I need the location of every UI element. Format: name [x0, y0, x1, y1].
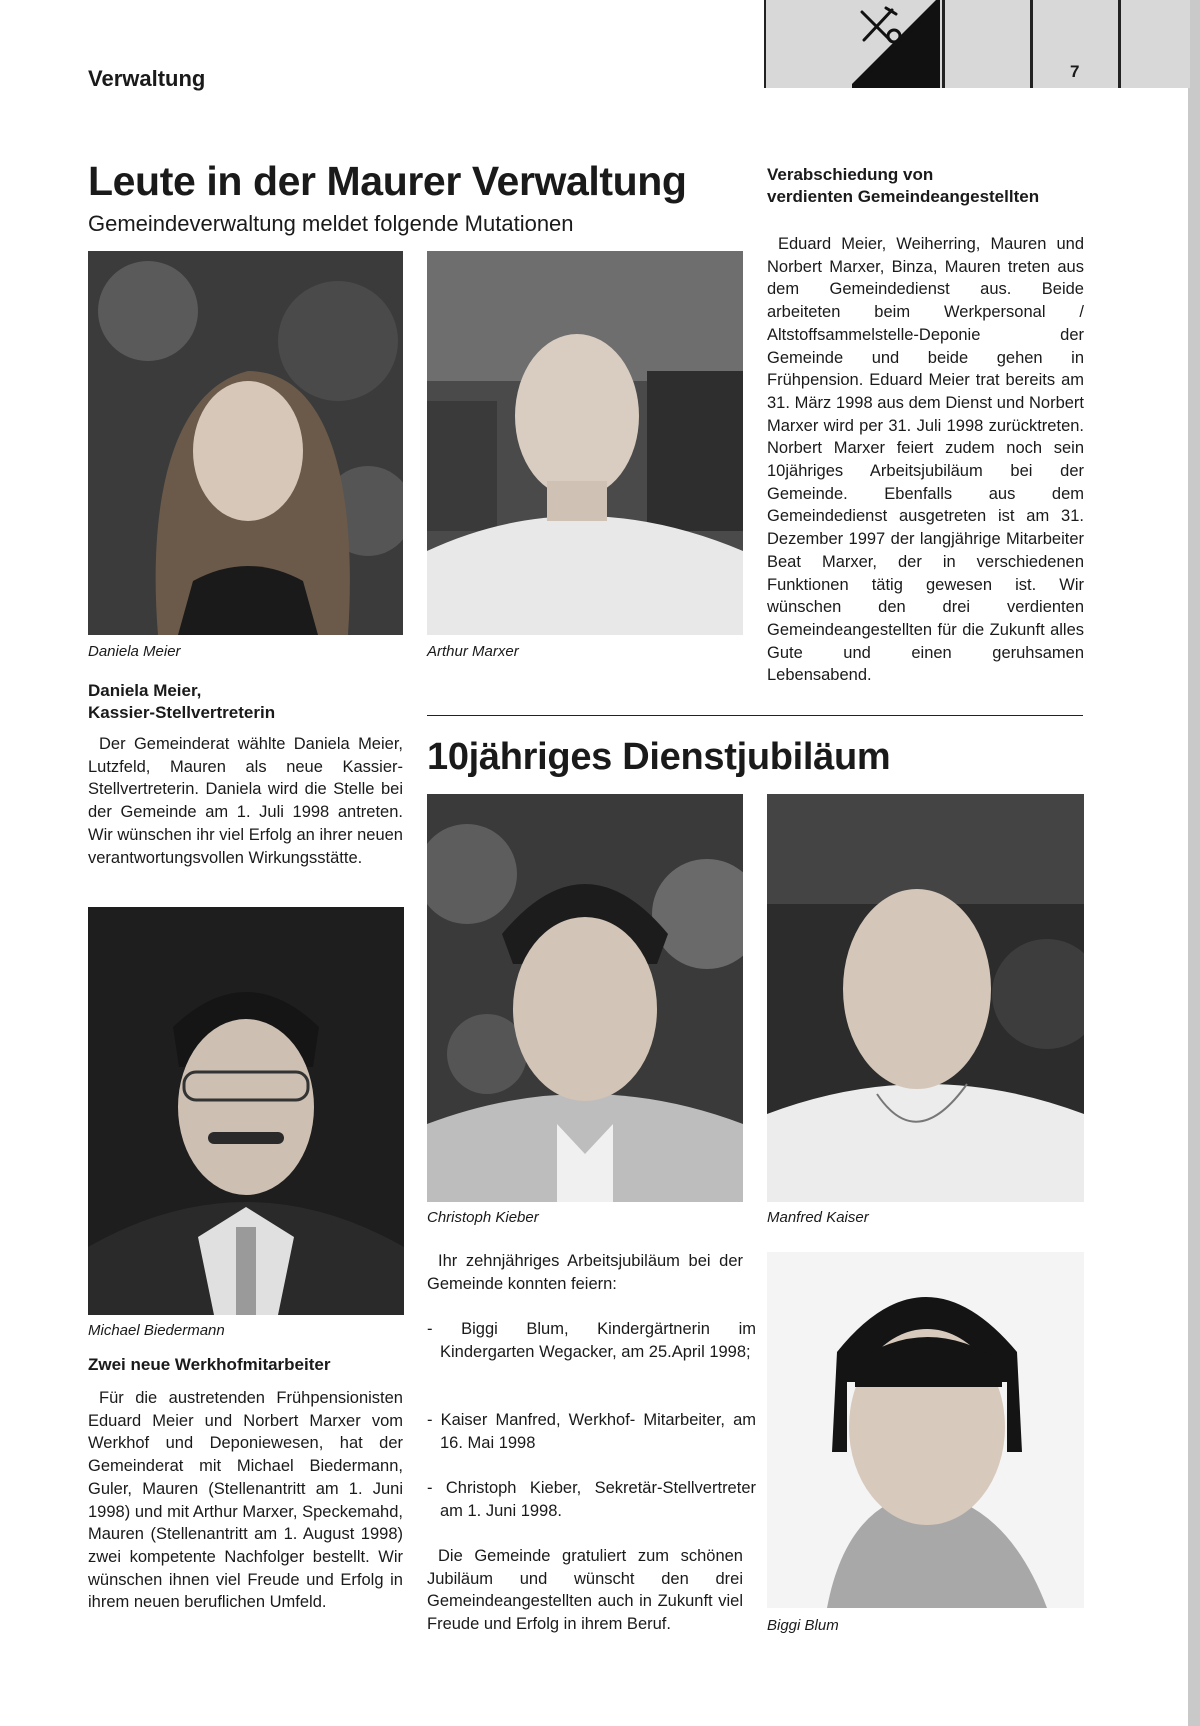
caption-manfred-kaiser: Manfred Kaiser [767, 1209, 869, 1226]
jubilee-list-item: - Biggi Blum, Kindergärtnerin im Kindergarten Wegacker, am 25.April 1998; [427, 1320, 756, 1361]
article-subtitle: Gemeindeverwaltung meldet folgende Mutationen [88, 211, 574, 236]
jubilee-list-item: - Christoph Kieber, Sekretär-Stellvertreter am 1. Juni 1998. [427, 1479, 756, 1520]
section-label: Verwaltung [88, 66, 206, 91]
caption-daniela-meier: Daniela Meier [88, 643, 181, 660]
daniela-heading-line2: Kassier-Stellvertreterin [88, 703, 276, 722]
photo-daniela-meier [88, 251, 403, 635]
photo-christoph-kieber [427, 794, 743, 1202]
daniela-text: Der Gemeinderat wählte Daniela Meier, Lutzfeld, Mauren als neue Kassier-Stellvertreterin. Daniela wird die Stelle bei der Gemeinde am 1. Juli 1998 antreten. Wir wünschen ihr viel Erfolg an ihrer neuen verantwortungsvollen Wirkungsstätte. [88, 735, 403, 867]
caption-michael-biedermann: Michael Biedermann [88, 1322, 225, 1339]
strip-divider [1118, 0, 1121, 88]
farewell-heading [767, 164, 1084, 208]
section-divider [427, 715, 1083, 716]
strip-divider [942, 0, 945, 88]
farewell-heading-line2: verdienten Gemeindeangestellten [767, 187, 1040, 206]
coat-of-arms-icon [852, 0, 940, 88]
jubilee-intro: Ihr zehnjähriges Arbeitsjubiläum bei der Gemeinde konnten feiern: [427, 1252, 743, 1293]
strip-divider [1030, 0, 1033, 88]
daniela-heading [88, 680, 403, 724]
jubilee-closing: Die Gemeinde gratuliert zum schönen Jubiläum und wünscht den drei Gemeindeangestellten auch in Zukunft viel Freude und Erfolg in ihrem Beruf. [427, 1547, 743, 1634]
header-strip [764, 0, 1190, 88]
werkhof-text: Für die austretenden Frühpensionisten Eduard Meier und Norbert Marxer vom Werkhof und Deponiewesen, hat der Gemeinderat mit Michael Biedermann, Guler, Mauren (Stellenantritt am 1. Juni 1998) und mit Arthur Marxer, Speckemahd, Mauren (Stellenantritt am 1. August 1998) zwei kompetente Nachfolger bestellt. Wir wünschen ihnen viel Freude und Erfolg in ihrem neuen beruflichen Umfeld. [88, 1389, 403, 1612]
photo-biggi-blum [767, 1252, 1084, 1608]
photo-michael-biedermann [88, 907, 404, 1315]
caption-arthur-marxer: Arthur Marxer [427, 643, 519, 660]
werkhof-heading: Zwei neue Werkhofmitarbeiter [88, 1355, 331, 1374]
caption-biggi-blum: Biggi Blum [767, 1617, 839, 1634]
jubilee-list-item: - Kaiser Manfred, Werkhof- Mitarbeiter, am 16. Mai 1998 [427, 1411, 756, 1452]
page-edge-shadow [1188, 0, 1200, 1726]
photo-manfred-kaiser [767, 794, 1084, 1202]
photo-arthur-marxer [427, 251, 743, 635]
farewell-text: Eduard Meier, Weiherring, Mauren und Norbert Marxer, Binza, Mauren treten aus dem Gemeindedienst aus. Beide arbeiteten beim Werkpersonal / Altstoffsammelstelle-Deponie der Gemeinde und beide gehen in Frühpension. Eduard Meier trat bereits am 31. März 1998 aus dem Dienst und Norbert Marxer wird per 31. Juli 1998 zurücktreten. Norbert Marxer feiert zudem noch sein 10jähriges Arbeitsjubiläum bei der Gemeinde. Ebenfalls aus dem Gemeindedienst ausgetreten ist am 31. Dezember 1997 der langjährige Mitarbeiter Beat Marxer, der in verschiedenen Funktionen tätig gewesen ist. Wir wünschen den drei verdienten Gemeindeangestellten für die Zukunft alles Gute und einen geruhsamen Lebensabend. [767, 235, 1084, 685]
jubilee-title: 10jähriges Dienstjubiläum [427, 736, 891, 778]
page-number: 7 [1070, 62, 1080, 81]
caption-christoph-kieber: Christoph Kieber [427, 1209, 539, 1226]
daniela-heading-line1: Daniela Meier, [88, 681, 202, 700]
article-title: Leute in der Maurer Verwaltung [88, 158, 687, 204]
farewell-heading-line1: Verabschiedung von [767, 165, 934, 184]
